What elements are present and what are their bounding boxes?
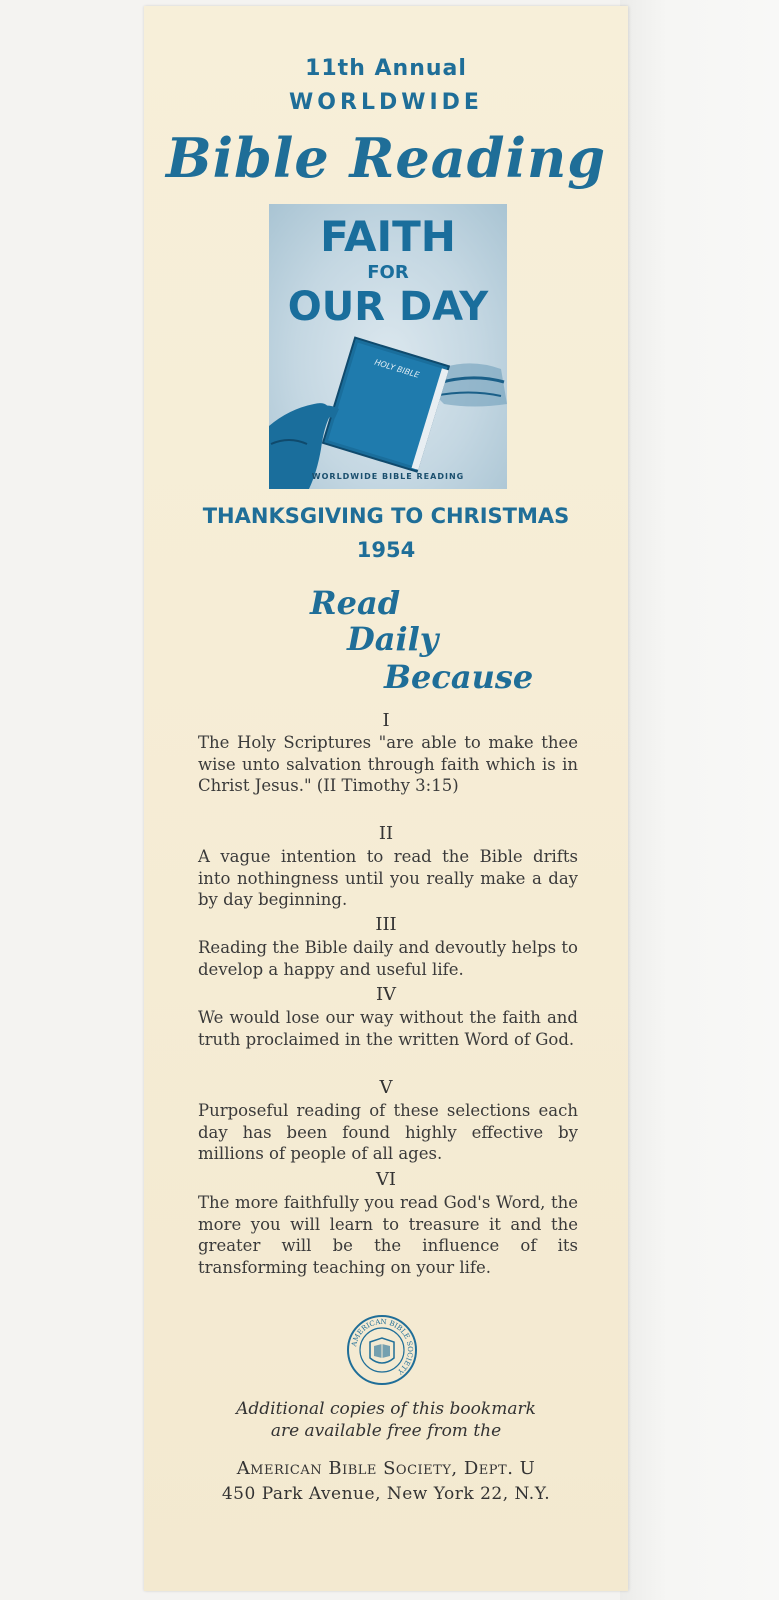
society-name-text: American Bible Society, Dept. U [236,1458,536,1479]
book-label: HOLY BIBLE [373,357,421,380]
motto-because: Because [384,658,534,696]
additional-line-2: are available free from the [270,1421,502,1441]
bookmark [144,6,628,1591]
reason-numeral: III [375,914,397,935]
annual-label: 11th Annual [305,56,467,81]
poster-our-day: OUR DAY [287,284,489,330]
poster-footer: WORLDWIDE BIBLE READING [311,472,465,481]
reason-numeral: IV [375,984,397,1005]
poster-for: FOR [367,262,409,283]
reason-text: The more faithfully you read God's Word, the more you will learn to treasure it and the greater will be the influence of its transforming teaching on your life. [198,1193,578,1277]
faith-for-our-day-poster [269,204,507,489]
reason-numeral: II [378,823,394,844]
poster-faith: FAITH [320,212,456,261]
motto-read: Read [310,584,401,622]
background-edge [620,0,779,1600]
reason-text: Reading the Bible daily and devoutly helps to develop a happy and useful life. [198,938,578,979]
reading-year: 1954 [356,538,416,562]
society-address: 450 Park Avenue, New York 22, N.Y. [221,1484,551,1504]
reason-text: Purposeful reading of these selections each day has been found highly effective by millions of people of all ages. [198,1101,578,1163]
society-name [144,1458,628,1479]
reading-period: THANKSGIVING TO CHRISTMAS [202,504,570,528]
reason-text: A vague intention to read the Bible drifts into nothingness until you really make a day by day beginning. [198,847,578,909]
reason-text: The Holy Scriptures "are able to make thee wise unto salvation through faith which is in Christ Jesus." (II Timothy 3:15) [198,733,578,795]
bible-reading-title: Bible Reading [165,126,607,190]
additional-line-1: Additional copies of this bookmark [236,1399,536,1419]
worldwide-label: WORLDWIDE [289,90,483,115]
motto-daily: Daily [347,620,439,658]
additional-copies-note [144,1398,628,1442]
hand-holding-bible-icon [269,204,507,489]
reason-numeral: VI [375,1169,397,1190]
reason-numeral: V [379,1077,393,1098]
reason-text: We would lose our way without the faith and truth proclaimed in the written Word of God. [198,1008,578,1049]
american-bible-society-seal-icon [346,1314,418,1386]
reason-numeral: I [382,710,390,731]
svg-text:AMERICAN BIBLE SOCIETY: AMERICAN BIBLE SOCIETY [350,1317,415,1376]
